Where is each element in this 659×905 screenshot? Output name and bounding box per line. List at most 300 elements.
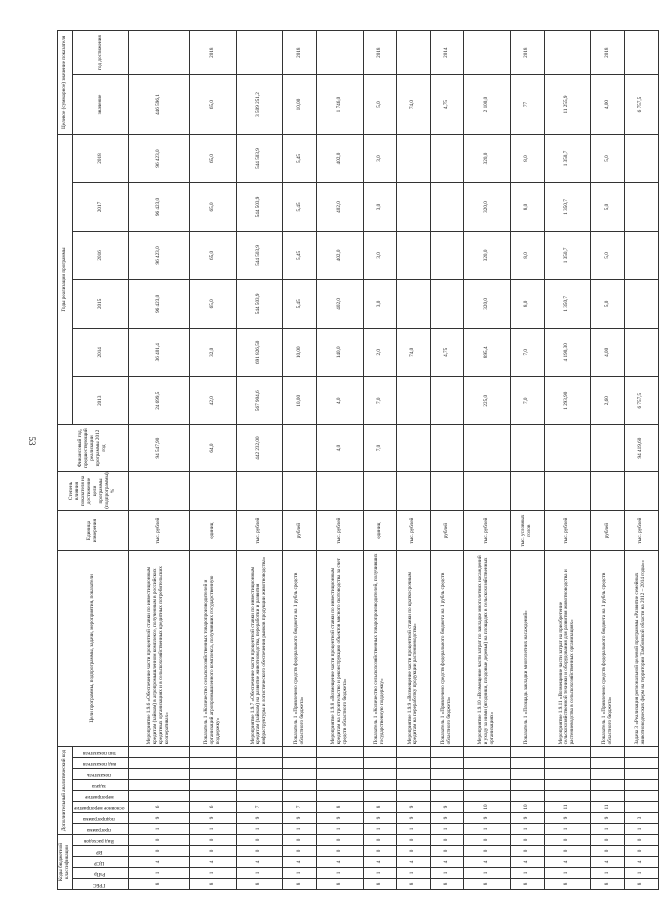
code-cell: 9 bbox=[544, 813, 591, 824]
code-cell: 0 bbox=[189, 835, 236, 846]
code-cell: 0 bbox=[591, 835, 624, 846]
code-cell: 0 bbox=[189, 846, 236, 857]
code-cell bbox=[397, 769, 430, 780]
code-cell: 1 bbox=[430, 824, 463, 835]
y2015-cell bbox=[430, 280, 463, 328]
code-cell bbox=[189, 758, 236, 769]
goal-cell: Показатель 1 «Количество сельскохозяйственных товаропроизводителей и организаций агропромышленного комплекса, получивших государственную поддержку» bbox=[189, 550, 236, 746]
code-cell: 4 bbox=[236, 857, 283, 868]
code-cell: 9 bbox=[397, 813, 430, 824]
code-cell bbox=[591, 769, 624, 780]
finance-cell bbox=[464, 425, 511, 471]
code-cell bbox=[511, 769, 544, 780]
code-cell: 8 bbox=[430, 879, 463, 890]
grbs-header: ГРБС bbox=[72, 879, 129, 890]
code-cell: 4 bbox=[591, 857, 624, 868]
y2018-cell bbox=[397, 134, 430, 183]
y2014-cell: 140,0 bbox=[316, 328, 363, 376]
y2013-cell: 225,0 bbox=[464, 377, 511, 425]
code-cell: 1 bbox=[236, 868, 283, 879]
an6-header: показатель bbox=[72, 769, 129, 780]
unit-cell: единиц bbox=[189, 511, 236, 551]
y2016-cell: 402,0 bbox=[316, 231, 363, 279]
code-cell: 8 bbox=[397, 879, 430, 890]
y2014-cell: 895,4 bbox=[464, 328, 511, 376]
table-row bbox=[430, 31, 463, 890]
code-cell: 8 bbox=[624, 879, 658, 890]
code-cell bbox=[363, 758, 396, 769]
an7-header: вид показателя bbox=[72, 758, 129, 769]
y2018-cell: 8,0 bbox=[511, 134, 544, 183]
code-cell bbox=[283, 769, 316, 780]
code-cell: 0 bbox=[544, 835, 591, 846]
code-cell: 0 bbox=[464, 835, 511, 846]
header-row-1 bbox=[58, 31, 73, 890]
goal-cell: Мероприятие 1.9.6 «Обеспечение части процентной ставки по инвестиционным кредитам (займам) в агропромышленном комплексе, полученным в российских кредитных организациях и в сельскохозяйственных кредитных потребительских кооперативах» bbox=[129, 550, 189, 746]
year-cell bbox=[397, 31, 430, 75]
y2018-cell: 96 423,0 bbox=[129, 134, 189, 183]
code-cell bbox=[129, 758, 189, 769]
code-cell bbox=[316, 791, 363, 802]
program-indicators-table bbox=[57, 30, 659, 890]
year-cell: 2018 bbox=[189, 31, 236, 75]
unit-cell: рублей bbox=[591, 511, 624, 551]
goal-cell: Показатель 1 «Количество сельскохозяйственных товаропроизводителей, получивших государственную поддержку» bbox=[363, 550, 396, 746]
code-cell bbox=[624, 791, 658, 802]
y2015-cell: 8,0 bbox=[511, 280, 544, 328]
table-row bbox=[464, 31, 511, 890]
code-cell bbox=[544, 791, 591, 802]
goal-cell: Показатель 1 «Привлечено средств федерального бюджета на 1 рубль средств областного бюджета» bbox=[283, 550, 316, 746]
code-cell: 4 bbox=[363, 857, 396, 868]
code-cell: 4 bbox=[316, 857, 363, 868]
csr-header: ЦСР bbox=[72, 857, 129, 868]
code-cell: 8 bbox=[363, 802, 396, 813]
an4-header: мероприятие bbox=[72, 791, 129, 802]
analytic-code-header: Дополнительный аналитический код bbox=[58, 746, 73, 834]
table-row bbox=[624, 31, 658, 890]
goal-cell: Показатель 1 «Привлечено средств федерального бюджета на 1 рубль средств областного бюджета» bbox=[430, 550, 463, 746]
code-cell: 0 bbox=[129, 835, 189, 846]
table-row bbox=[397, 31, 430, 890]
year-cell: 2018 bbox=[283, 31, 316, 75]
year-cell: 2018 bbox=[363, 31, 396, 75]
code-cell: 4 bbox=[430, 857, 463, 868]
share-cell bbox=[283, 471, 316, 511]
code-cell: 0 bbox=[316, 846, 363, 857]
y2015-cell: 5,0 bbox=[591, 280, 624, 328]
code-cell bbox=[189, 791, 236, 802]
unit-cell: тыс. рублей bbox=[464, 511, 511, 551]
y2017-cell: 5,45 bbox=[283, 183, 316, 231]
code-cell: 4 bbox=[283, 857, 316, 868]
code-cell: 0 bbox=[397, 846, 430, 857]
share-cell bbox=[363, 471, 396, 511]
year-cell bbox=[236, 31, 283, 75]
code-cell: 1 bbox=[544, 868, 591, 879]
code-cell: 1 bbox=[591, 824, 624, 835]
code-cell bbox=[189, 780, 236, 791]
code-cell bbox=[363, 746, 396, 757]
code-cell: 9 bbox=[511, 813, 544, 824]
y2015-cell bbox=[624, 280, 658, 328]
y2017-cell: 3,0 bbox=[363, 183, 396, 231]
code-cell: 9 bbox=[464, 813, 511, 824]
goal-cell: Мероприятие 1.9.8 «Возмещение части процентной ставки по инвестиционным кредитам на строительство и реконструкцию объектов мясного скотоводства за счет средств областного бюджета» bbox=[316, 550, 363, 746]
table-row bbox=[189, 31, 236, 890]
code-cell: 1 bbox=[591, 868, 624, 879]
code-cell: 1 bbox=[397, 824, 430, 835]
y2016-cell: 544 503,9 bbox=[236, 231, 283, 279]
code-cell: 6 bbox=[189, 802, 236, 813]
unit-cell: тыс. рублей bbox=[544, 511, 591, 551]
y2018-cell: 5,45 bbox=[283, 134, 316, 183]
code-cell bbox=[430, 769, 463, 780]
code-cell: 0 bbox=[283, 846, 316, 857]
code-cell bbox=[316, 769, 363, 780]
value-cell: 3 509 251,2 bbox=[236, 75, 283, 134]
code-cell: 8 bbox=[511, 879, 544, 890]
code-cell: 1 bbox=[624, 868, 658, 879]
code-cell: 4 bbox=[511, 857, 544, 868]
share-cell bbox=[591, 471, 624, 511]
code-cell: 9 bbox=[236, 813, 283, 824]
code-cell: 3 bbox=[624, 813, 658, 824]
code-cell: 0 bbox=[591, 846, 624, 857]
value-cell: 2 100,0 bbox=[464, 75, 511, 134]
finance-cell bbox=[544, 425, 591, 471]
code-cell: 4 bbox=[397, 857, 430, 868]
code-cell bbox=[236, 758, 283, 769]
unit-cell: рублей bbox=[283, 511, 316, 551]
y2014-cell: 4 190,30 bbox=[544, 328, 591, 376]
year-2014-header: 2014 bbox=[72, 328, 129, 376]
code-cell: 9 bbox=[316, 813, 363, 824]
y2017-cell: 402,0 bbox=[316, 183, 363, 231]
an1-header: программа bbox=[72, 824, 129, 835]
code-cell bbox=[129, 746, 189, 757]
y2018-cell: 1 350,7 bbox=[544, 134, 591, 183]
goal-header: Цели программы, подпрограммы, задачи, мероприятия, показатели bbox=[58, 550, 129, 746]
code-cell bbox=[464, 791, 511, 802]
year-cell bbox=[544, 31, 591, 75]
code-cell bbox=[464, 746, 511, 757]
code-cell: 10 bbox=[511, 802, 544, 813]
code-cell: 1 bbox=[430, 868, 463, 879]
code-cell bbox=[591, 758, 624, 769]
y2013-cell: 567 904,6 bbox=[236, 377, 283, 425]
code-cell bbox=[511, 791, 544, 802]
budget-class-header: Коды бюджетной классификации bbox=[58, 835, 73, 890]
code-cell: 1 bbox=[624, 824, 658, 835]
code-cell bbox=[236, 769, 283, 780]
code-cell bbox=[189, 769, 236, 780]
code-cell: 0 bbox=[363, 846, 396, 857]
year-cell bbox=[129, 31, 189, 75]
y2018-cell: 5,0 bbox=[591, 134, 624, 183]
code-cell bbox=[236, 791, 283, 802]
y2017-cell: 8,0 bbox=[511, 183, 544, 231]
y2018-cell: 402,0 bbox=[316, 134, 363, 183]
code-cell: 0 bbox=[430, 846, 463, 857]
code-cell: 1 bbox=[464, 824, 511, 835]
y2014-cell: 7,0 bbox=[511, 328, 544, 376]
year-2016-header: 2016 bbox=[72, 231, 129, 279]
y2013-cell: 10,00 bbox=[283, 377, 316, 425]
code-cell: 9 bbox=[430, 813, 463, 824]
y2018-cell bbox=[624, 134, 658, 183]
y2013-cell: 42,0 bbox=[189, 377, 236, 425]
an2-header: подпрограмма bbox=[72, 813, 129, 824]
code-cell bbox=[624, 769, 658, 780]
code-cell bbox=[624, 746, 658, 757]
y2016-cell: 8,0 bbox=[511, 231, 544, 279]
code-cell: 9 bbox=[363, 813, 396, 824]
y2015-cell: 3,0 bbox=[363, 280, 396, 328]
goal-cell: Мероприятие 1.9.10 «Возмещение части затрат по закладке многолетних насаждений и уходу за ними (ягодники, плодовые деревья) на площадях в сельскохозяйственных организациях» bbox=[464, 550, 511, 746]
code-cell bbox=[591, 746, 624, 757]
code-cell bbox=[397, 780, 430, 791]
y2016-cell: 5,0 bbox=[591, 231, 624, 279]
code-cell: 11 bbox=[544, 802, 591, 813]
y2015-cell bbox=[397, 280, 430, 328]
code-cell bbox=[624, 758, 658, 769]
code-cell bbox=[511, 780, 544, 791]
y2013-cell: 24 699,5 bbox=[129, 377, 189, 425]
finance-cell bbox=[430, 425, 463, 471]
table-body bbox=[129, 31, 658, 890]
y2018-cell: 320,0 bbox=[464, 134, 511, 183]
year-2013-header: 2013 bbox=[72, 377, 129, 425]
code-cell: 0 bbox=[363, 835, 396, 846]
code-cell bbox=[397, 746, 430, 757]
code-cell bbox=[430, 780, 463, 791]
code-cell: 9 bbox=[397, 802, 430, 813]
code-cell: 10 bbox=[464, 802, 511, 813]
code-cell: 1 bbox=[511, 868, 544, 879]
code-cell: 0 bbox=[129, 846, 189, 857]
finance-cell: 7,0 bbox=[363, 425, 396, 471]
code-cell: 4 bbox=[464, 857, 511, 868]
code-cell bbox=[544, 746, 591, 757]
unit-cell: тыс. рублей bbox=[129, 511, 189, 551]
code-cell: 1 bbox=[316, 824, 363, 835]
table-row bbox=[544, 31, 591, 890]
value-cell: 10,00 bbox=[283, 75, 316, 134]
share-cell bbox=[430, 471, 463, 511]
code-cell: 8 bbox=[236, 879, 283, 890]
code-cell: 1 bbox=[363, 868, 396, 879]
final-value-header: Целевое (суммарное) значение показателя bbox=[58, 31, 73, 135]
y2016-cell: 96 423,0 bbox=[129, 231, 189, 279]
y2015-cell: 1 350,7 bbox=[544, 280, 591, 328]
year-2017-header: 2017 bbox=[72, 183, 129, 231]
code-cell: 4 bbox=[624, 857, 658, 868]
unit-cell: тыс. рублей bbox=[624, 511, 658, 551]
code-cell bbox=[236, 780, 283, 791]
code-cell: 4 bbox=[129, 857, 189, 868]
code-cell bbox=[283, 746, 316, 757]
code-cell: 11 bbox=[591, 802, 624, 813]
code-cell: 0 bbox=[397, 835, 430, 846]
code-cell: 8 bbox=[129, 879, 189, 890]
y2017-cell: 65,0 bbox=[189, 183, 236, 231]
code-cell: 9 bbox=[430, 802, 463, 813]
year-2015-header: 2015 bbox=[72, 280, 129, 328]
code-cell bbox=[316, 758, 363, 769]
goal-cell: Показатель 1 «Привлечено средств федерального бюджета на 1 рубль средств областного бюджета» bbox=[591, 550, 624, 746]
code-cell: 1 bbox=[397, 868, 430, 879]
code-cell bbox=[464, 769, 511, 780]
table-row bbox=[129, 31, 189, 890]
finance-cell bbox=[511, 425, 544, 471]
code-cell: 0 bbox=[511, 835, 544, 846]
share-cell bbox=[236, 471, 283, 511]
code-cell bbox=[283, 780, 316, 791]
y2015-cell: 65,0 bbox=[189, 280, 236, 328]
code-cell: 1 bbox=[189, 824, 236, 835]
finance-cell bbox=[283, 425, 316, 471]
unit-cell: рублей bbox=[430, 511, 463, 551]
y2013-cell: 2,60 bbox=[591, 377, 624, 425]
code-cell bbox=[624, 780, 658, 791]
code-cell: 8 bbox=[464, 879, 511, 890]
finance-year-header: Финансовый год, предшествующий реализации программы 2012 год bbox=[58, 425, 129, 471]
finance-cell: 64,0 bbox=[189, 425, 236, 471]
share-cell bbox=[397, 471, 430, 511]
code-cell: 7 bbox=[236, 802, 283, 813]
y2013-cell bbox=[430, 377, 463, 425]
table-row bbox=[511, 31, 544, 890]
value-cell: 74,0 bbox=[397, 75, 430, 134]
y2017-cell: 96 423,0 bbox=[129, 183, 189, 231]
code-cell: 0 bbox=[316, 835, 363, 846]
finance-cell: 4,0 bbox=[316, 425, 363, 471]
y2016-cell: 5,45 bbox=[283, 231, 316, 279]
rotated-table-container bbox=[57, 30, 647, 890]
y2013-cell: 7,0 bbox=[363, 377, 396, 425]
code-cell bbox=[591, 780, 624, 791]
value-cell: 65,0 bbox=[189, 75, 236, 134]
table-row bbox=[591, 31, 624, 890]
code-cell: 1 bbox=[363, 824, 396, 835]
share-cell bbox=[624, 471, 658, 511]
y2018-cell bbox=[430, 134, 463, 183]
y2017-cell bbox=[430, 183, 463, 231]
share-cell bbox=[316, 471, 363, 511]
code-cell: 1 bbox=[189, 868, 236, 879]
y2013-cell: 6 757,5 bbox=[624, 377, 658, 425]
y2015-cell: 320,0 bbox=[464, 280, 511, 328]
document-frame bbox=[57, 30, 647, 890]
code-cell: 0 bbox=[624, 846, 658, 857]
finance-cell: 442 232,00 bbox=[236, 425, 283, 471]
year-cell bbox=[624, 31, 658, 75]
y2014-cell: 4,75 bbox=[430, 328, 463, 376]
y2013-cell: 4,0 bbox=[316, 377, 363, 425]
value-cell: 4,75 bbox=[430, 75, 463, 134]
value-cell: 5,0 bbox=[363, 75, 396, 134]
code-cell: 9 bbox=[591, 813, 624, 824]
code-cell bbox=[129, 769, 189, 780]
goal-cell: Показатель 1 «Площадь закладки многолетних насаждений» bbox=[511, 550, 544, 746]
unit-cell: тыс. условных голов bbox=[511, 511, 544, 551]
y2017-cell bbox=[624, 183, 658, 231]
y2017-cell: 1 350,7 bbox=[544, 183, 591, 231]
finance-cell: 94 547,90 bbox=[129, 425, 189, 471]
y2013-cell: 1 293,90 bbox=[544, 377, 591, 425]
final-value-subheader: значение bbox=[72, 75, 129, 134]
code-cell: 8 bbox=[591, 879, 624, 890]
year-2018-header: 2018 bbox=[72, 134, 129, 183]
goal-cell: Мероприятие 1.9.11 «Возмещение части затрат на приобретение сельскохозяйственной техники и оборудования для развития животноводства и растениеводства в сельскохозяйственных организациях» bbox=[544, 550, 591, 746]
code-cell: 0 bbox=[624, 835, 658, 846]
y2014-cell: 32,0 bbox=[189, 328, 236, 376]
y2015-cell: 402,0 bbox=[316, 280, 363, 328]
code-cell bbox=[236, 746, 283, 757]
code-cell bbox=[129, 791, 189, 802]
code-cell: 9 bbox=[129, 813, 189, 824]
y2014-cell: 2,0 bbox=[363, 328, 396, 376]
y2017-cell: 5,0 bbox=[591, 183, 624, 231]
code-cell bbox=[544, 769, 591, 780]
code-cell bbox=[624, 802, 658, 813]
rzpr-header: РзПр bbox=[72, 868, 129, 879]
y2013-cell bbox=[397, 377, 430, 425]
y2014-cell: 691 826,50 bbox=[236, 328, 283, 376]
code-cell bbox=[316, 746, 363, 757]
share-cell bbox=[544, 471, 591, 511]
code-cell: 1 bbox=[129, 824, 189, 835]
code-cell: 1 bbox=[316, 868, 363, 879]
code-cell bbox=[430, 746, 463, 757]
value-cell: 1 746,0 bbox=[316, 75, 363, 134]
y2014-cell: 10,00 bbox=[283, 328, 316, 376]
code-cell bbox=[397, 791, 430, 802]
code-cell: 9 bbox=[283, 813, 316, 824]
code-cell bbox=[363, 791, 396, 802]
code-cell: 0 bbox=[283, 835, 316, 846]
table-row bbox=[316, 31, 363, 890]
goal-cell: Задача 3 «Реализация региональной целевой программы «Развитие семейных животноводческих ферм на территории Тамбовской области на 2012 – 2014 годы»» bbox=[624, 550, 658, 746]
code-cell: 8 bbox=[189, 879, 236, 890]
unit-cell: единиц bbox=[363, 511, 396, 551]
value-cell: 6 757,5 bbox=[624, 75, 658, 134]
code-cell: 8 bbox=[363, 879, 396, 890]
share-cell bbox=[511, 471, 544, 511]
share-cell bbox=[189, 471, 236, 511]
code-cell: 1 bbox=[544, 824, 591, 835]
table-row bbox=[283, 31, 316, 890]
table-row bbox=[236, 31, 283, 890]
code-cell bbox=[591, 791, 624, 802]
year-cell bbox=[464, 31, 511, 75]
code-cell: 1 bbox=[129, 868, 189, 879]
code-cell: 0 bbox=[236, 835, 283, 846]
code-cell bbox=[397, 758, 430, 769]
y2016-cell: 3,0 bbox=[363, 231, 396, 279]
code-cell bbox=[363, 780, 396, 791]
y2018-cell: 544 503,9 bbox=[236, 134, 283, 183]
code-cell: 0 bbox=[544, 846, 591, 857]
finance-cell: 94 419,60 bbox=[624, 425, 658, 471]
y2016-cell: 65,0 bbox=[189, 231, 236, 279]
code-cell bbox=[283, 758, 316, 769]
y2016-cell bbox=[397, 231, 430, 279]
code-cell bbox=[430, 791, 463, 802]
code-cell bbox=[464, 780, 511, 791]
code-cell: 4 bbox=[189, 857, 236, 868]
